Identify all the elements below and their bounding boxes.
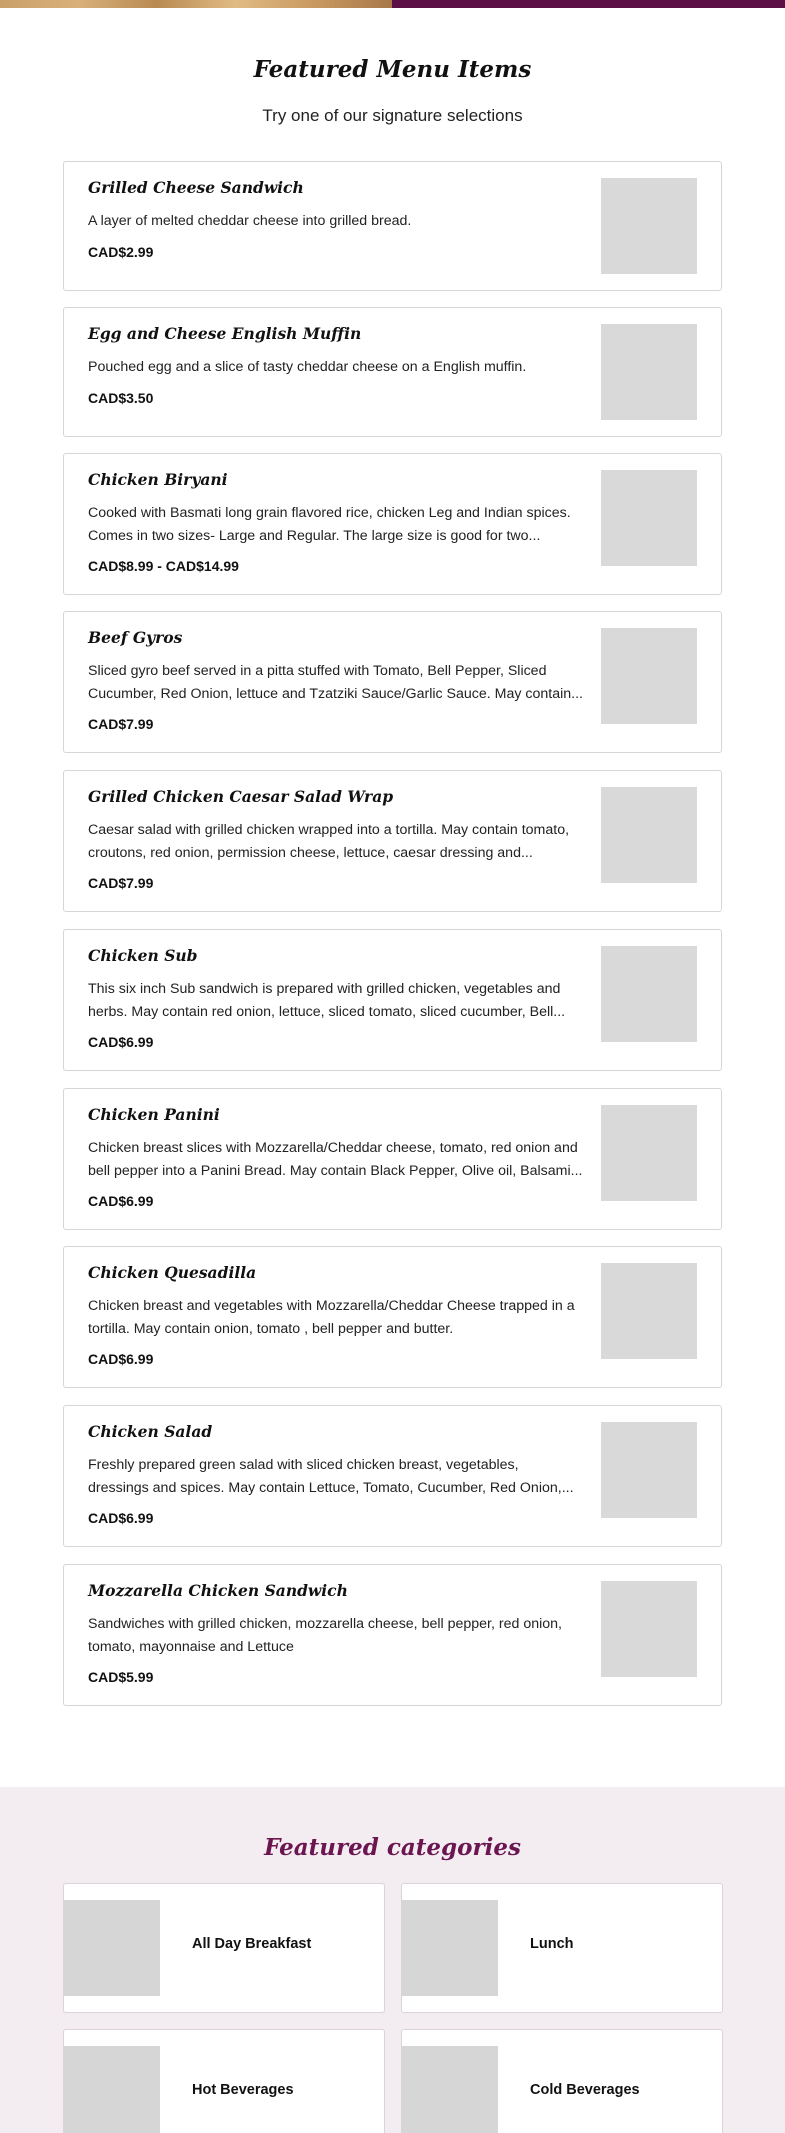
menu-item-price: CAD$6.99 [88,1193,154,1209]
category-card-lunch[interactable] [401,1883,723,2013]
menu-item-image [601,1581,697,1677]
menu-item-card[interactable] [63,453,722,595]
menu-item-card[interactable] [63,307,722,437]
menu-item-name: Chicken Salad [88,1422,213,1441]
hero-banner-bottom-edge [0,0,785,8]
menu-item-description: This six inch Sub sandwich is prepared with grilled chicken, vegetables and herbs. May contain red onion, lettuce, sliced tomato, sliced cucumber, Bell... [88,981,566,1020]
menu-item-card[interactable] [63,1405,722,1547]
menu-item-description: A layer of melted cheddar cheese into grilled bread. [88,213,412,229]
featured-menu-items-title: Featured Menu Items [253,56,532,83]
menu-item-description: Pouched egg and a slice of tasty cheddar cheese on a English muffin. [88,359,527,375]
menu-item-name: Mozzarella Chicken Sandwich [88,1581,348,1600]
menu-item-description: Caesar salad with grilled chicken wrapped into a tortilla. May contain tomato, croutons, red onion, permission cheese, lettuce, caesar dressing and... [88,822,570,861]
menu-item-price: CAD$6.99 [88,1034,154,1050]
menu-item-card[interactable] [63,1246,722,1388]
category-image [64,1900,160,1996]
menu-item-image [601,1422,697,1518]
hero-food-image [0,0,392,8]
menu-item-price: CAD$7.99 [88,875,154,891]
menu-item-name: Grilled Chicken Caesar Salad Wrap [88,787,394,806]
category-image [64,2046,160,2133]
menu-item-image [601,628,697,724]
menu-item-image [601,470,697,566]
menu-item-price: CAD$7.99 [88,716,154,732]
featured-categories-title: Featured categories [264,1834,521,1861]
menu-item-card[interactable] [63,161,722,291]
menu-item-card[interactable] [63,611,722,753]
menu-item-price: CAD$5.99 [88,1669,154,1685]
menu-item-card[interactable] [63,1564,722,1706]
menu-item-description: Chicken breast slices with Mozzarella/Cheddar cheese, tomato, red onion and bell pepper into a Panini Bread. May contain Black Pepper, Olive oil, Balsami... [88,1140,583,1179]
category-card-hot-beverages[interactable] [63,2029,385,2133]
menu-item-description: Cooked with Basmati long grain flavored rice, chicken Leg and Indian spices. Comes in two sizes- Large and Regular. The large size is good for two... [88,505,571,544]
featured-categories-section [0,1787,785,2133]
menu-item-card[interactable] [63,1088,722,1230]
menu-item-card[interactable] [63,770,722,912]
menu-item-name: Chicken Biryani [88,470,228,489]
menu-item-name: Chicken Sub [88,946,198,965]
menu-item-name: Chicken Panini [88,1105,220,1124]
menu-item-name: Beef Gyros [88,628,183,647]
category-label: All Day Breakfast [192,1936,312,1952]
category-image [402,2046,498,2133]
category-label: Lunch [530,1936,574,1952]
menu-item-name: Chicken Quesadilla [88,1263,257,1282]
category-card-cold-beverages[interactable] [401,2029,723,2133]
category-card-all-day-breakfast[interactable] [63,1883,385,2013]
menu-item-image [601,787,697,883]
menu-item-price: CAD$3.50 [88,390,154,406]
menu-item-price: CAD$8.99 - CAD$14.99 [88,558,239,574]
menu-item-price: CAD$6.99 [88,1351,154,1367]
menu-item-description: Sliced gyro beef served in a pitta stuffed with Tomato, Bell Pepper, Sliced Cucumber, Red Onion, lettuce and Tzatziki Sauce/Garlic Sauce. May contain... [88,663,583,702]
menu-item-description: Freshly prepared green salad with sliced chicken breast, vegetables, dressings and spices. May contain Lettuce, Tomato, Cucumber, Red Onion,... [88,1457,574,1496]
menu-item-name: Egg and Cheese English Muffin [88,324,362,343]
menu-item-image [601,178,697,274]
menu-item-image [601,1263,697,1359]
menu-item-price: CAD$2.99 [88,244,154,260]
category-image [402,1900,498,1996]
hero-brand-panel [392,0,785,8]
menu-item-card[interactable] [63,929,722,1071]
menu-item-price: CAD$6.99 [88,1510,154,1526]
menu-item-description: Chicken breast and vegetables with Mozzarella/Cheddar Cheese trapped in a tortilla. May contain onion, tomato , bell pepper and butter. [88,1298,575,1337]
featured-menu-items-subtitle: Try one of our signature selections [262,106,523,125]
menu-item-name: Grilled Cheese Sandwich [88,178,304,197]
menu-item-image [601,946,697,1042]
menu-item-description: Sandwiches with grilled chicken, mozzarella cheese, bell pepper, red onion, tomato, mayonnaise and Lettuce [88,1616,562,1655]
menu-item-image [601,324,697,420]
category-label: Hot Beverages [192,2082,294,2098]
menu-item-image [601,1105,697,1201]
category-label: Cold Beverages [530,2082,640,2098]
